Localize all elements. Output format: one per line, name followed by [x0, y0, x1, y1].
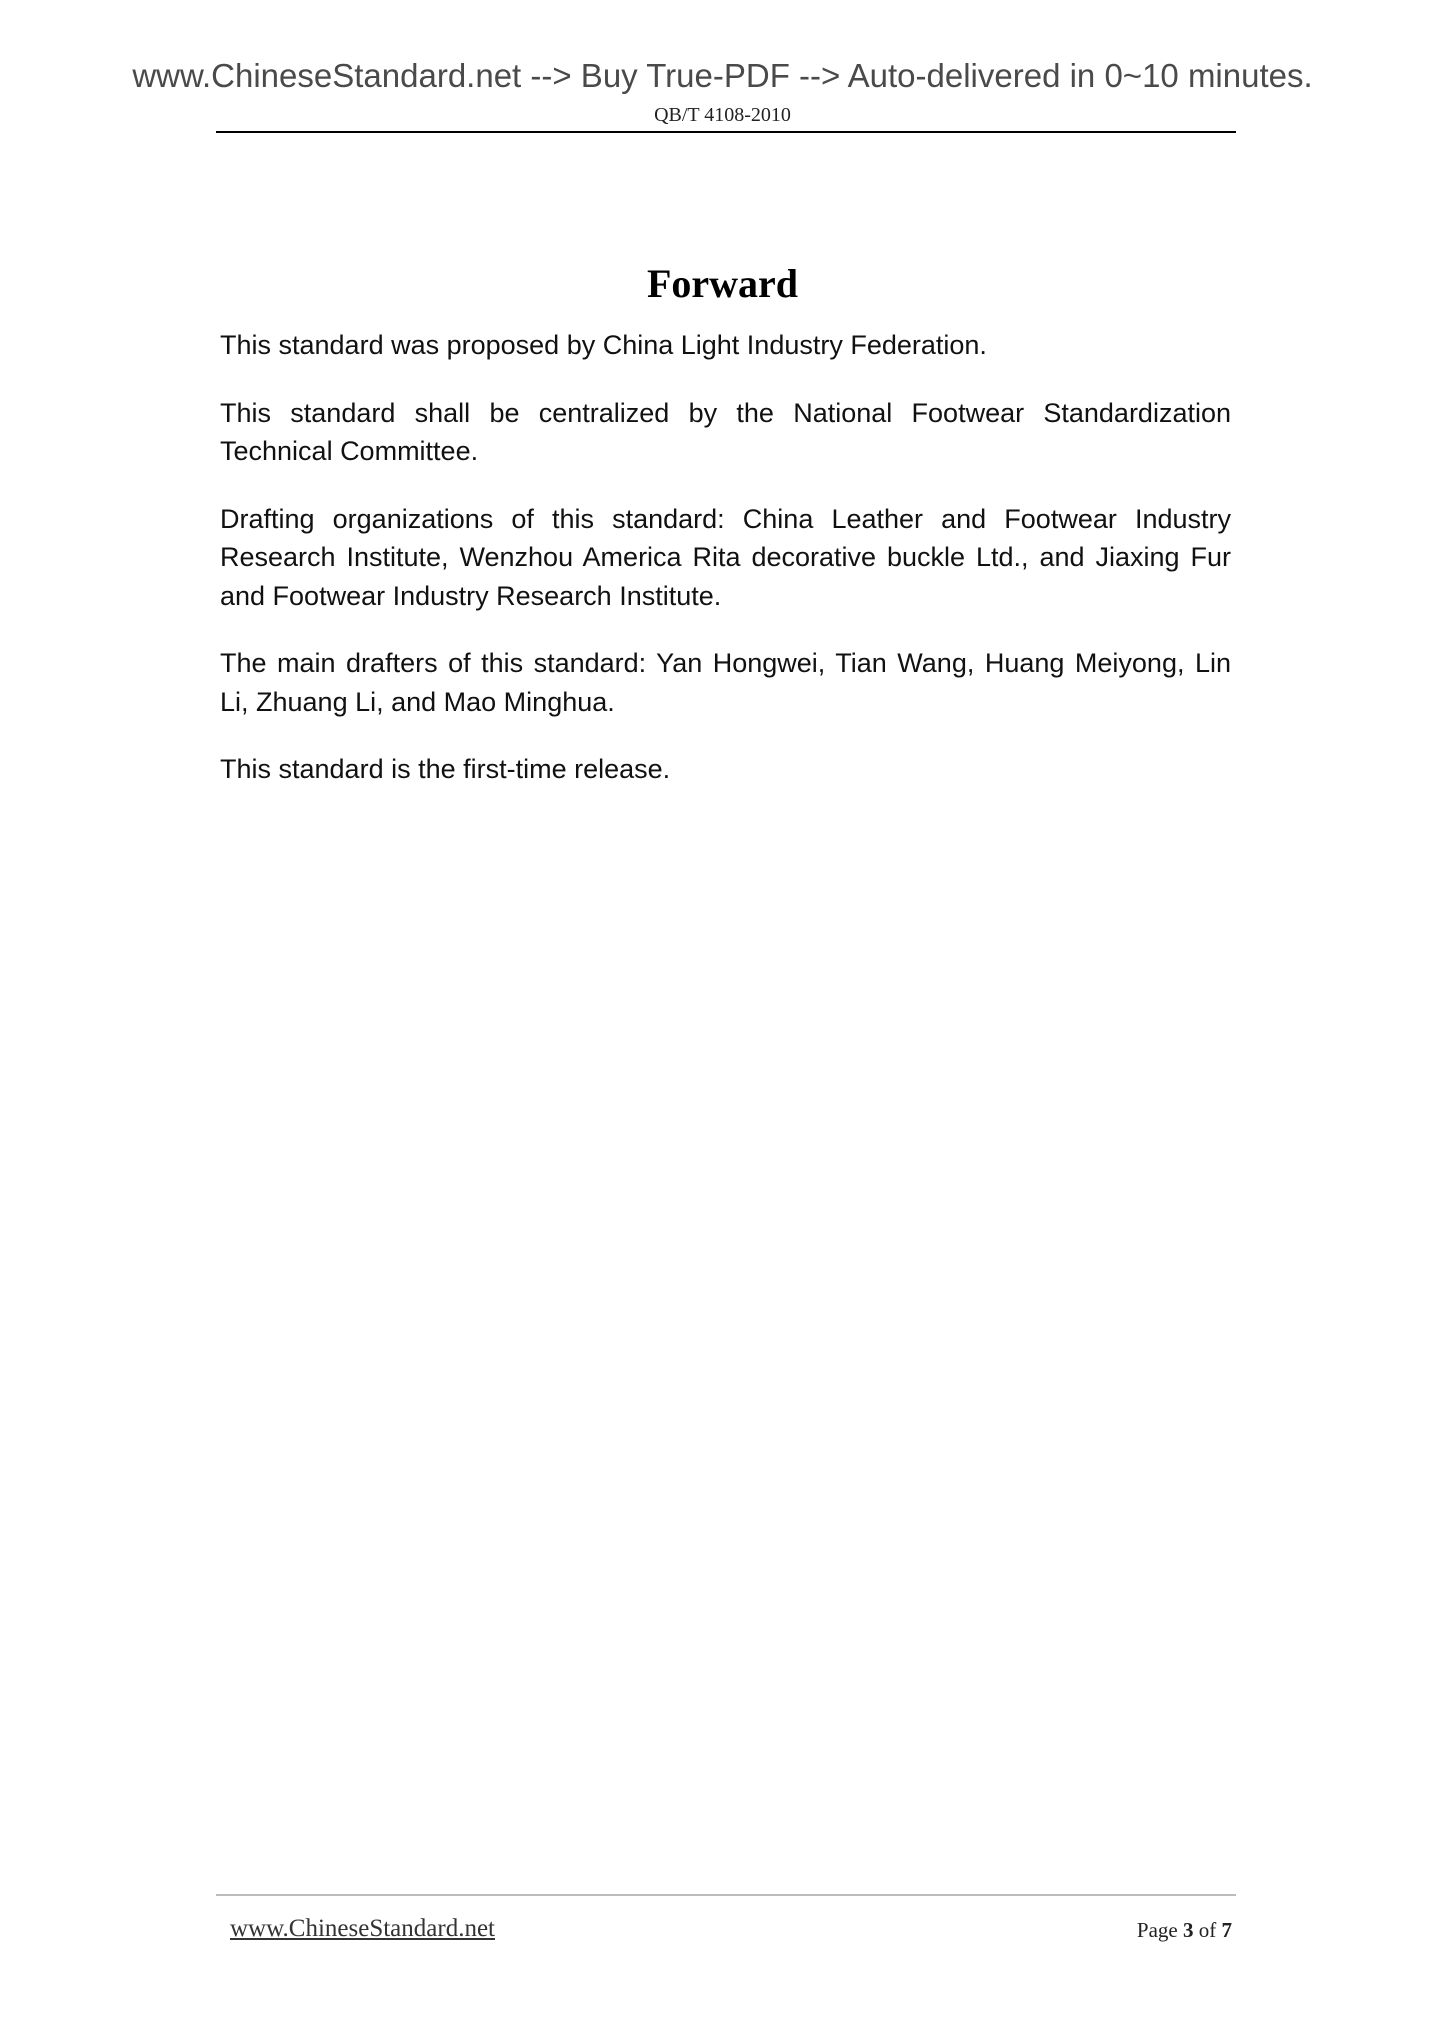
paragraph-release-note: This standard is the first-time release.: [220, 754, 671, 784]
page-label: Page: [1136, 1918, 1178, 1942]
header-divider: [216, 131, 1236, 133]
page-total: 7: [1221, 1918, 1232, 1942]
document-code: QB/T 4108-2010: [654, 104, 791, 126]
page-number: [1137, 1916, 1232, 1944]
page-current: 3: [1183, 1918, 1194, 1942]
page-of-label: of: [1198, 1918, 1217, 1942]
paragraph-main-drafters: The main drafters of this standard: Yan Hongwei, Tian Wang, Huang Meiyong, Lin Li, Zhuang Li, and Mao Minghua.: [220, 648, 1231, 717]
section-title: Forward: [646, 260, 799, 306]
footer-divider: [216, 1894, 1236, 1896]
site-banner: www.ChineseStandard.net --> Buy True-PDF --> Auto-delivered in 0~10 minutes.: [132, 57, 1313, 94]
footer-site-link[interactable]: www.ChineseStandard.net: [230, 1915, 495, 1942]
paragraph-centralized-by: This standard shall be centralized by the National Footwear Standardization Technical Committee.: [220, 397, 1231, 466]
paragraph-proposed-by: This standard was proposed by China Light Industry Federation.: [220, 330, 987, 360]
paragraph-drafting-organizations: Drafting organizations of this standard: China Leather and Footwear Industry Research Institute, Wenzhou America Rita decorative buckle Ltd., and Jiaxing Fur and Footwear Industry Research Institute.: [220, 503, 1231, 611]
foreword-body: [220, 326, 1231, 818]
